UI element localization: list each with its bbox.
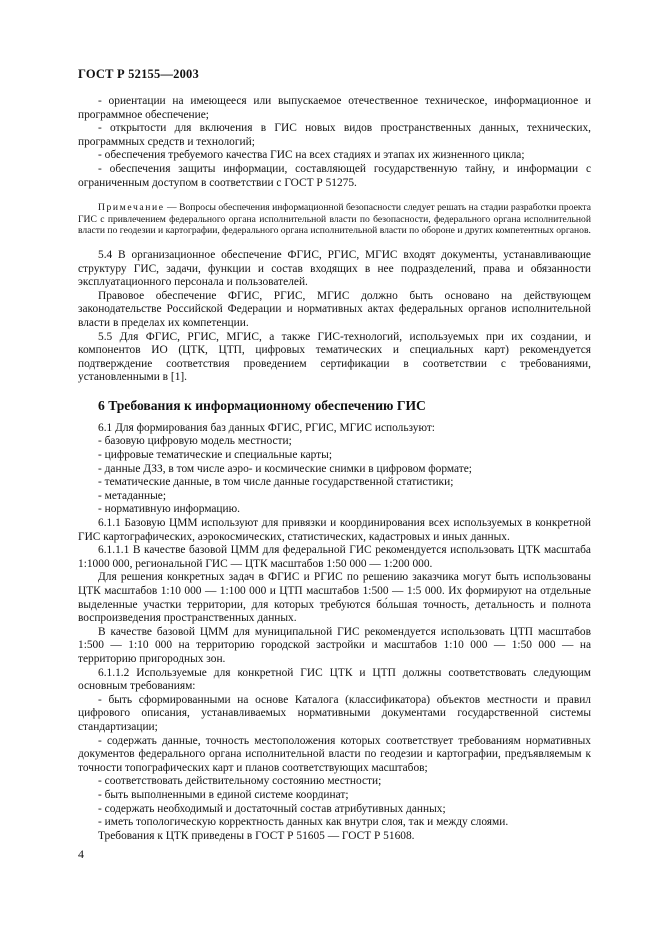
paragraph: 6.1.1 Базовую ЦММ используют для привязки и координирования всех используемых в конкретной ГИС картографических, аэрокосмических, статистических, кадастровых и иных данных.: [78, 517, 591, 543]
list-item: - базовую цифровую модель местности;: [98, 435, 292, 448]
list-item: - ориентации на имеющееся или выпускаемое отечественное техническое, информационное и программное обеспечение;: [78, 95, 591, 121]
document-header: ГОСТ Р 52155—2003: [78, 67, 199, 81]
paragraph: 6.1.1.2 Используемые для конкретной ГИС ЦТК и ЦТП должны соответствовать следующим основным требованиям:: [78, 666, 591, 693]
paragraph: 5.5 Для ФГИС, РГИС, МГИС, а также ГИС-технологий, используемых при их создании, и компонентов ИО (ЦТК, ЦТП, цифровых тематических и специальных карт) рекомендуется подтверждение соответствия проведением сертификации в соответствии с требованиями, установленными в [1].: [78, 330, 591, 384]
list-item: - содержать необходимый и достаточный состав атрибутивных данных;: [98, 802, 446, 815]
list-item: - содержать данные, точность местоположения которых соответствует требованиям нормативных документов федерального органа исполнительной власти по геодезии и картографии, предъявляемым к точности топографических карт и планов соответствующих масштабов;: [78, 734, 591, 774]
list-item: - тематические данные, в том числе данные государственной статистики;: [98, 476, 454, 489]
list-item: - быть выполненными в единой системе координат;: [98, 788, 349, 801]
list-item: - иметь топологическую корректность данных как внутри слоя, так и между слоями.: [98, 816, 509, 829]
paragraph: Правовое обеспечение ФГИС, РГИС, МГИС должно быть основано на действующем законодательстве Российской Федерации и нормативных актах федеральных органов исполнительной власти в пределах их компетенции.: [78, 289, 591, 329]
list-item: - цифровые тематические и специальные карты;: [98, 449, 332, 462]
list-item: - быть сформированными на основе Каталога (классификатора) объектов местности и правил цифрового описания, устанавливаемых нормативными документами государственной системы стандартизации;: [78, 693, 591, 733]
note-text: — Вопросы обеспечения информационной безопасности следует решать на стадии разработки проекта ГИС с привлечением федерального органа исполнительной власти по безопасности, федерального органа исполнительной власти по геодезии и картографии, федерального органа исполнительной власти по обороне и других компетентных органов.: [78, 202, 591, 237]
list-item: - открытости для включения в ГИС новых видов пространственных данных, технических, программных средств и технологий;: [78, 122, 591, 148]
paragraph: Требования к ЦТК приведены в ГОСТ Р 51605 — ГОСТ Р 51608.: [98, 829, 415, 842]
note-label: Примечание: [98, 202, 165, 214]
section-heading: 6 Требования к информационному обеспечению ГИС: [98, 397, 426, 413]
paragraph: 6.1 Для формирования баз данных ФГИС, РГИС, МГИС используют:: [98, 421, 435, 434]
paragraph: 5.4 В организационное обеспечение ФГИС, РГИС, МГИС входят документы, устанавливающие структуру ГИС, задачи, функции и состав входящих в нее подразделений, права и обязанности эксплуатационного персонала и пользователей.: [78, 248, 591, 289]
paragraph: Для решения конкретных задач в ФГИС и РГИС по решению заказчика могут быть использованы ЦТК масштабов 1:10 000 — 1:100 000 и ЦТП масштабов 1:500 — 1:5 000. Их формируют на отдельные выделенные участки территории, для которых требуются бо́льшая точность, детальность и полнота воспроизведения пространственных данных.: [78, 571, 591, 625]
paragraph: 6.1.1.1 В качестве базовой ЦММ для федеральной ГИС рекомендуется использовать ЦТК масштаба 1:1000 000, региональной ГИС — ЦТК масштабов 1:50 000 — 1:200 000.: [78, 544, 591, 570]
paragraph: В качестве базовой ЦММ для муниципальной ГИС рекомендуется использовать ЦТП масштабов 1:500 — 1:10 000 на территорию городской застройки и масштабов 1:10 000 — 1:50 000 — на территорию пригородных зон.: [78, 625, 591, 665]
list-item: - обеспечения защиты информации, составляющей государственную тайну, и информации с ограниченным доступом в соответствии с ГОСТ Р 51275.: [78, 162, 591, 189]
list-item: - метаданные;: [98, 489, 166, 502]
list-item: - соответствовать действительному состоянию местности;: [98, 775, 382, 788]
list-item: - данные ДЗЗ, в том числе аэро- и космические снимки в цифровом формате;: [98, 462, 472, 475]
document-body: [78, 95, 591, 843]
list-item: - обеспечения требуемого качества ГИС на всех стадиях и этапах их жизненного цикла;: [98, 149, 525, 162]
page-number: 4: [78, 847, 84, 861]
note-paragraph: [78, 202, 591, 237]
list-item: - нормативную информацию.: [98, 503, 240, 516]
